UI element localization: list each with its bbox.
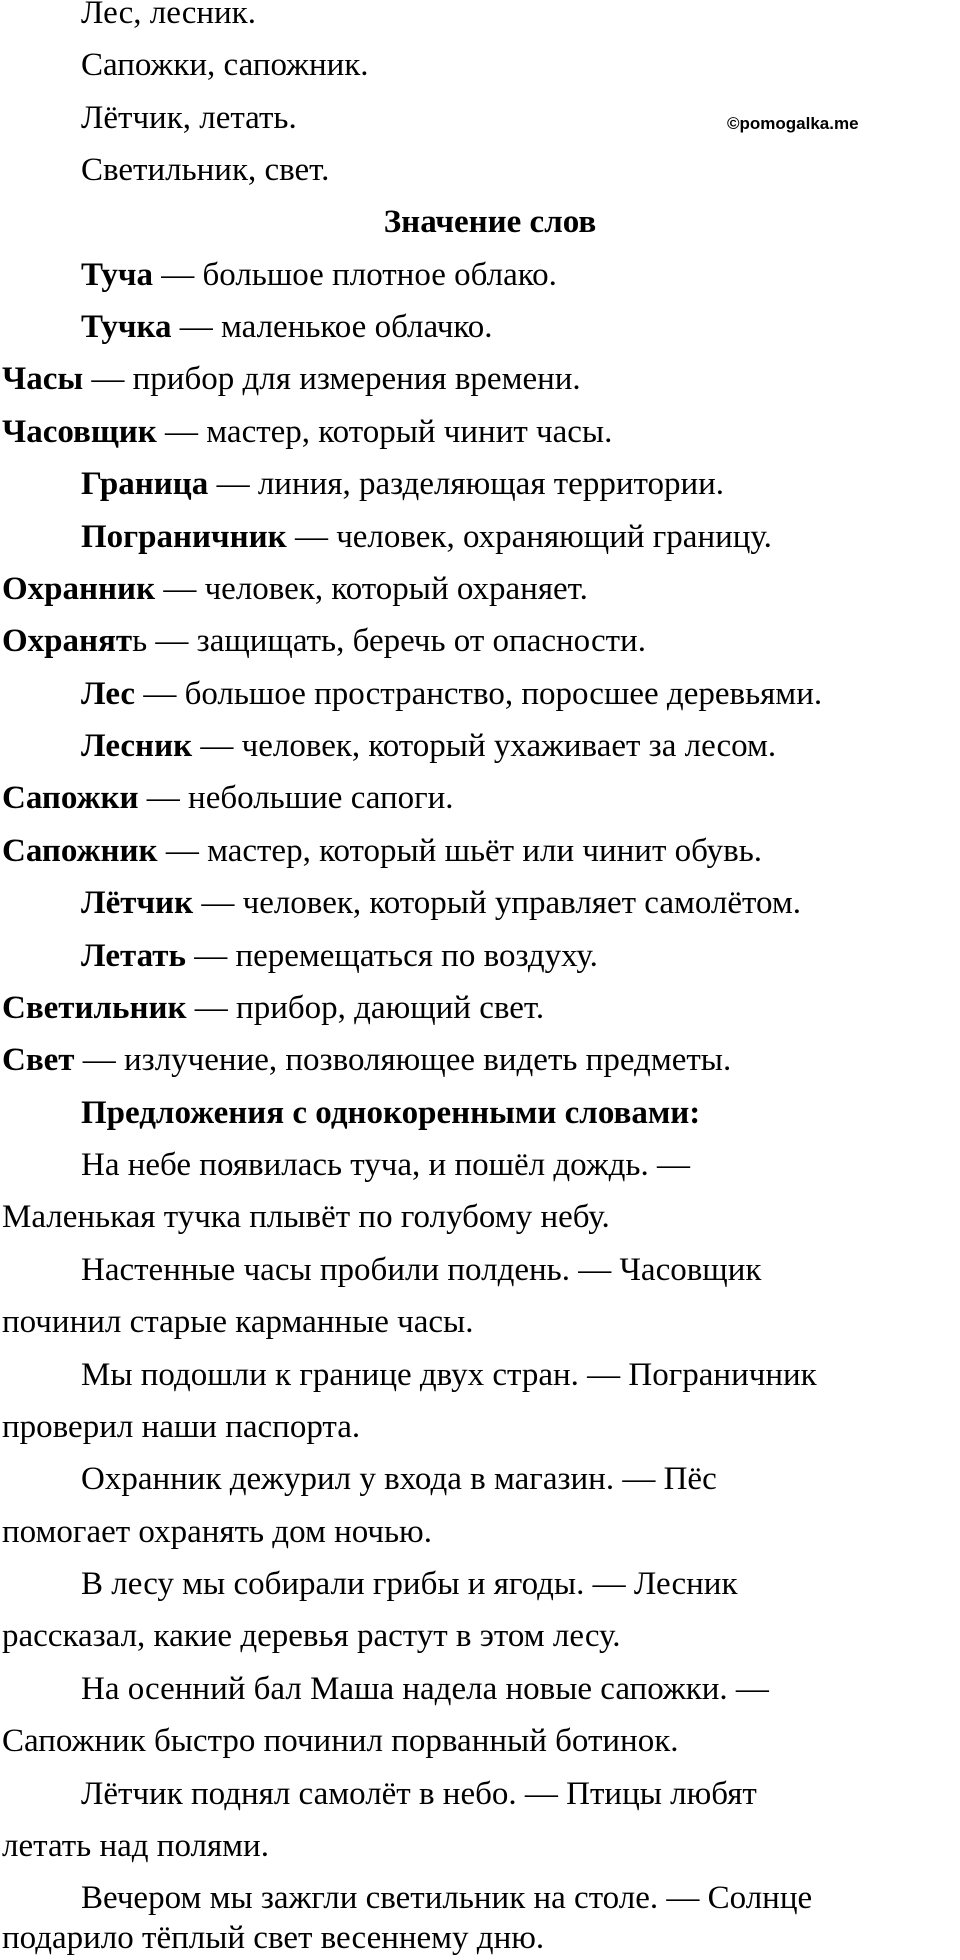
sentence-line: Охранник дежурил у входа в магазин. — Пёс [81,1461,717,1497]
definition-line [2,621,646,661]
intro-line: Сапожки, сапожник. [81,47,369,83]
sentence-line: починил старые карманные часы. [2,1304,474,1340]
definition-text: — мастер, который чинит часы. [156,414,613,450]
sentence-line: Сапожник быстро починил порванный ботинок. [2,1723,679,1759]
definition-text: — большое плотное облако. [152,257,557,293]
sentences-heading: Предложения с однокоренными словами: [81,1095,701,1131]
meanings-heading: Значение слов [383,204,597,240]
definition-text: — линия, разделяющая территории. [208,466,725,502]
definition-line [81,674,822,714]
definition-line [2,359,581,399]
definition-line [2,831,762,871]
definition-line [81,726,776,766]
definition-term: Летать [81,938,186,974]
definition-line [81,936,598,976]
sentence-line: помогает охранять дом ночью. [2,1514,432,1550]
definition-line [81,307,493,347]
intro-line: Лётчик, летать. [81,100,297,136]
sentence-line: рассказал, какие деревья растут в этом лесу. [2,1618,621,1654]
definition-term: Лётчик [81,885,194,921]
sentence-line: летать над полями. [2,1828,269,1864]
sentence-line: В лесу мы собирали грибы и ягоды. — Лесник [81,1566,738,1602]
definition-text: — маленькое облачко. [171,309,493,345]
sentence-line: На небе появилась туча, и пошёл дождь. — [81,1147,690,1183]
definition-text: — большое пространство, поросшее деревьями. [135,676,823,712]
definition-text: ь — защищать, беречь от опасности. [132,623,646,659]
definition-line [2,412,612,452]
definition-term: Лесник [81,728,193,764]
definition-term: Пограничник [81,519,287,555]
definition-term: Свет [2,1042,75,1078]
intro-line: Лес, лесник. [81,0,256,31]
definition-text: — прибор для измерения времени. [83,361,581,397]
definition-term: Светильник [2,990,187,1026]
sentence-line: Мы подошли к границе двух стран. — Пограничник [81,1357,817,1393]
definition-term: Охранник [2,571,156,607]
watermark: ©pomogalka.me [727,114,859,133]
definition-line [2,569,588,609]
definition-line [81,255,557,295]
definition-line [2,778,454,818]
definition-line [81,464,724,504]
definition-text: — человек, который ухаживает за лесом. [192,728,777,764]
sentence-line: Вечером мы зажгли светильник на столе. — Солнце [81,1880,813,1916]
intro-line: Светильник, свет. [81,152,330,188]
definition-text: — человек, охраняющий границу. [286,519,772,555]
sentence-line: проверил наши паспорта. [2,1409,361,1445]
definition-term: Тучка [81,309,172,345]
definition-text: — мастер, который шьёт или чинит обувь. [157,833,763,869]
definition-term: Сапожник [2,833,158,869]
definition-text: — прибор, дающий свет. [186,990,545,1026]
definition-term: Сапожки [2,780,139,816]
definition-term: Лес [81,676,136,712]
definition-text: — человек, который охраняет. [155,571,588,607]
definition-line [81,883,801,923]
definition-line [81,517,772,557]
sentence-line: На осенний бал Маша надела новые сапожки. — [81,1671,769,1707]
definition-term: Часовщик [2,414,157,450]
definition-term: Граница [81,466,209,502]
definition-line [2,988,544,1028]
sentence-line: Настенные часы пробили полдень. — Часовщик [81,1252,762,1288]
definition-text: — человек, который управляет самолётом. [193,885,802,921]
definition-line [2,1040,731,1080]
definition-text: — перемещаться по воздуху. [185,938,598,974]
definition-text: — небольшие сапоги. [138,780,454,816]
sentence-line: Маленькая тучка плывёт по голубому небу. [2,1199,610,1235]
definition-text: — излучение, позволяющее видеть предметы. [74,1042,732,1078]
definition-term: Часы [2,361,84,397]
sentence-line: подарило тёплый свет весеннему дню. [2,1920,545,1956]
sentence-line: Лётчик поднял самолёт в небо. — Птицы любят [81,1776,757,1812]
definition-term: Туча [81,257,153,293]
definition-term: Охранят [2,623,133,659]
